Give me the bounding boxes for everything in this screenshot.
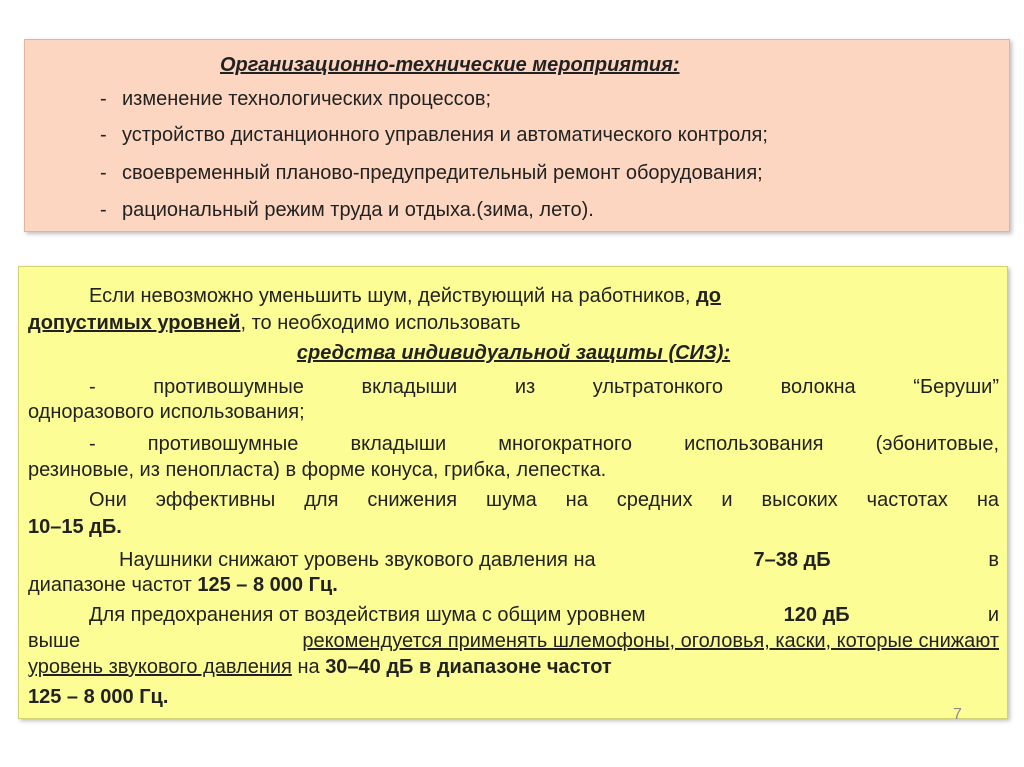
list-item-text: устройство дистанционного управления и автоматического контроля; (122, 124, 768, 146)
paragraph-line (28, 573, 999, 597)
org-measures-box (24, 39, 1010, 232)
paragraph-line: - противошумные вкладыши из ультратонкого волокна “Беруши” (89, 376, 999, 398)
text-run-emphasis: 7–38 дБ (753, 549, 831, 571)
text-run: , то необходимо использовать (240, 312, 521, 334)
paragraph-line (89, 284, 999, 308)
list-dash: - (100, 199, 107, 221)
paragraph-line (28, 629, 999, 653)
list-dash: - (100, 88, 107, 110)
text-run-underlined: уровень звукового давления (28, 656, 292, 678)
list-dash: - (100, 124, 107, 146)
ppe-heading: средства индивидуальной защиты (СИЗ): (296, 342, 731, 364)
text-run-emphasis: допустимых уровней (28, 312, 241, 334)
text-run: выше (28, 630, 81, 652)
paragraph-line (89, 603, 999, 627)
ppe-box (18, 266, 1008, 719)
paragraph-line: - противошумные вкладыши многократного использования (эбонитовые, (89, 433, 999, 455)
text-run: диапазоне частот (28, 574, 192, 596)
list-item (100, 88, 491, 111)
paragraph-line: резиновые, из пенопласта) в форме конуса, грибка, лепестка. (28, 459, 607, 481)
paragraph-line: 125 – 8 000 Гц. (28, 686, 169, 708)
list-item (100, 162, 763, 185)
text-run: на (297, 656, 320, 678)
list-item-text: своевременный планово-предупредительный ремонт оборудования; (122, 162, 763, 184)
text-run-emphasis: 30–40 дБ в диапазоне частот (325, 656, 612, 678)
paragraph-line (119, 548, 999, 572)
org-measures-title: Организационно-технические мероприятия: (220, 54, 680, 76)
list-dash: - (100, 162, 107, 184)
text-run-emphasis: 120 дБ (783, 604, 850, 626)
text-run: Наушники снижают уровень звукового давления на (119, 549, 596, 571)
list-item-text: изменение технологических процессов; (122, 88, 492, 110)
page-number: 7 (953, 706, 962, 723)
text-run: и (987, 604, 999, 626)
text-run: в (988, 549, 999, 571)
paragraph-line: 10–15 дБ. (28, 516, 122, 538)
list-item-text: рациональный режим труда и отдыха.(зима, лето). (122, 199, 594, 221)
paragraph-line (28, 655, 999, 679)
text-run-underlined: рекомендуется применять шлемофоны, оголовья, каски, которые снижают (302, 630, 999, 652)
paragraph-line: одноразового использования; (28, 401, 305, 423)
text-run-emphasis: 125 – 8 000 Гц. (197, 574, 338, 596)
text-run: Если невозможно уменьшить шум, действующий на работников, (89, 285, 691, 307)
text-run: Для предохранения от воздействия шума с общим уровнем (89, 604, 646, 626)
paragraph-line: Они эффективны для снижения шума на средних и высоких частотах на (89, 489, 999, 511)
paragraph-line (28, 311, 999, 335)
list-item (100, 199, 594, 222)
list-item (100, 124, 768, 147)
text-run-emphasis: до (696, 285, 721, 307)
